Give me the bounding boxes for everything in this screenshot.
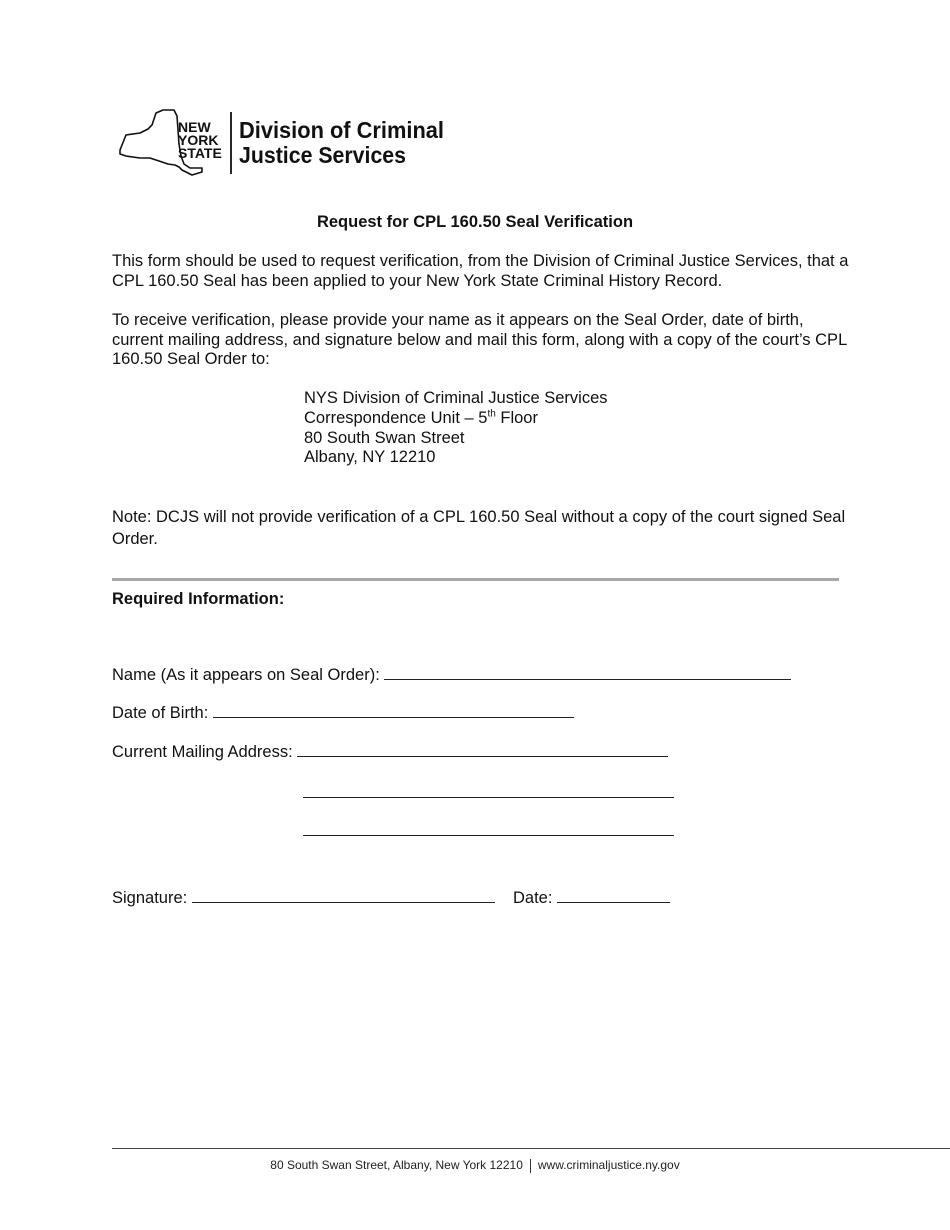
name-field-row	[112, 665, 791, 685]
dob-field-row	[112, 703, 574, 723]
date-field-row	[513, 888, 670, 908]
nys-dcjs-logo	[118, 108, 458, 180]
mailing-address-label: Current Mailing Address:	[112, 743, 293, 761]
section-divider	[112, 578, 839, 581]
footer-address: 80 South Swan Street, Albany, New York 12210	[270, 1158, 523, 1172]
dob-line-input[interactable]	[213, 703, 574, 718]
address-line-4: Albany, NY 12210	[304, 448, 436, 467]
required-info-heading: Required Information:	[112, 590, 285, 608]
footer-separator	[530, 1159, 531, 1173]
logo-york-text: YORK	[178, 132, 219, 148]
footer-rule	[112, 1148, 950, 1149]
form-title: Request for CPL 160.50 Seal Verification	[316, 213, 634, 231]
logo-agency-line1: Division of Criminal	[239, 117, 444, 143]
dob-label: Date of Birth:	[112, 704, 209, 722]
date-line-input[interactable]	[557, 888, 670, 903]
name-label: Name (As it appears on Seal Order):	[112, 666, 380, 684]
footer-website-link[interactable]: www.criminaljustice.ny.gov	[537, 1158, 680, 1172]
address-field-row	[112, 742, 668, 762]
logo-new-text: NEW	[178, 119, 211, 135]
address-line-2-sup: th	[487, 408, 496, 420]
signature-label: Signature:	[112, 889, 188, 907]
signature-field-row	[112, 888, 495, 908]
address-line-2	[304, 409, 608, 429]
address-line-input-3[interactable]	[303, 835, 674, 836]
address-line-2-floor: Floor	[495, 408, 538, 427]
address-line-3: 80 South Swan Street	[304, 428, 465, 447]
date-label: Date:	[513, 889, 553, 907]
address-line-2-text: Correspondence Unit – 5	[304, 408, 488, 427]
address-line-input-1[interactable]	[297, 742, 668, 757]
footer	[0, 1158, 950, 1173]
address-line-input-2[interactable]	[303, 797, 674, 798]
address-line-1: NYS Division of Criminal Justice Services	[304, 389, 608, 407]
intro-paragraph: This form should be used to request verification, from the Division of Criminal Justice Services, that a CPL 160.50 Seal has been applied to your New York State Criminal History Record.	[112, 252, 849, 290]
note-paragraph: Note: DCJS will not provide verification of a CPL 160.50 Seal without a copy of the court signed Seal Order.	[112, 508, 846, 548]
instructions-paragraph: To receive verification, please provide your name as it appears on the Seal Order, date of birth, current mailing address, and signature below and mail this form, along with a copy of the court’s CPL 160.50 Seal Order to:	[112, 311, 847, 369]
logo-agency-line2: Justice Services	[239, 142, 406, 168]
mailing-address-block	[304, 389, 608, 468]
logo-state-text: STATE	[178, 145, 222, 161]
name-line-input[interactable]	[384, 665, 791, 680]
signature-line-input[interactable]	[192, 888, 495, 903]
